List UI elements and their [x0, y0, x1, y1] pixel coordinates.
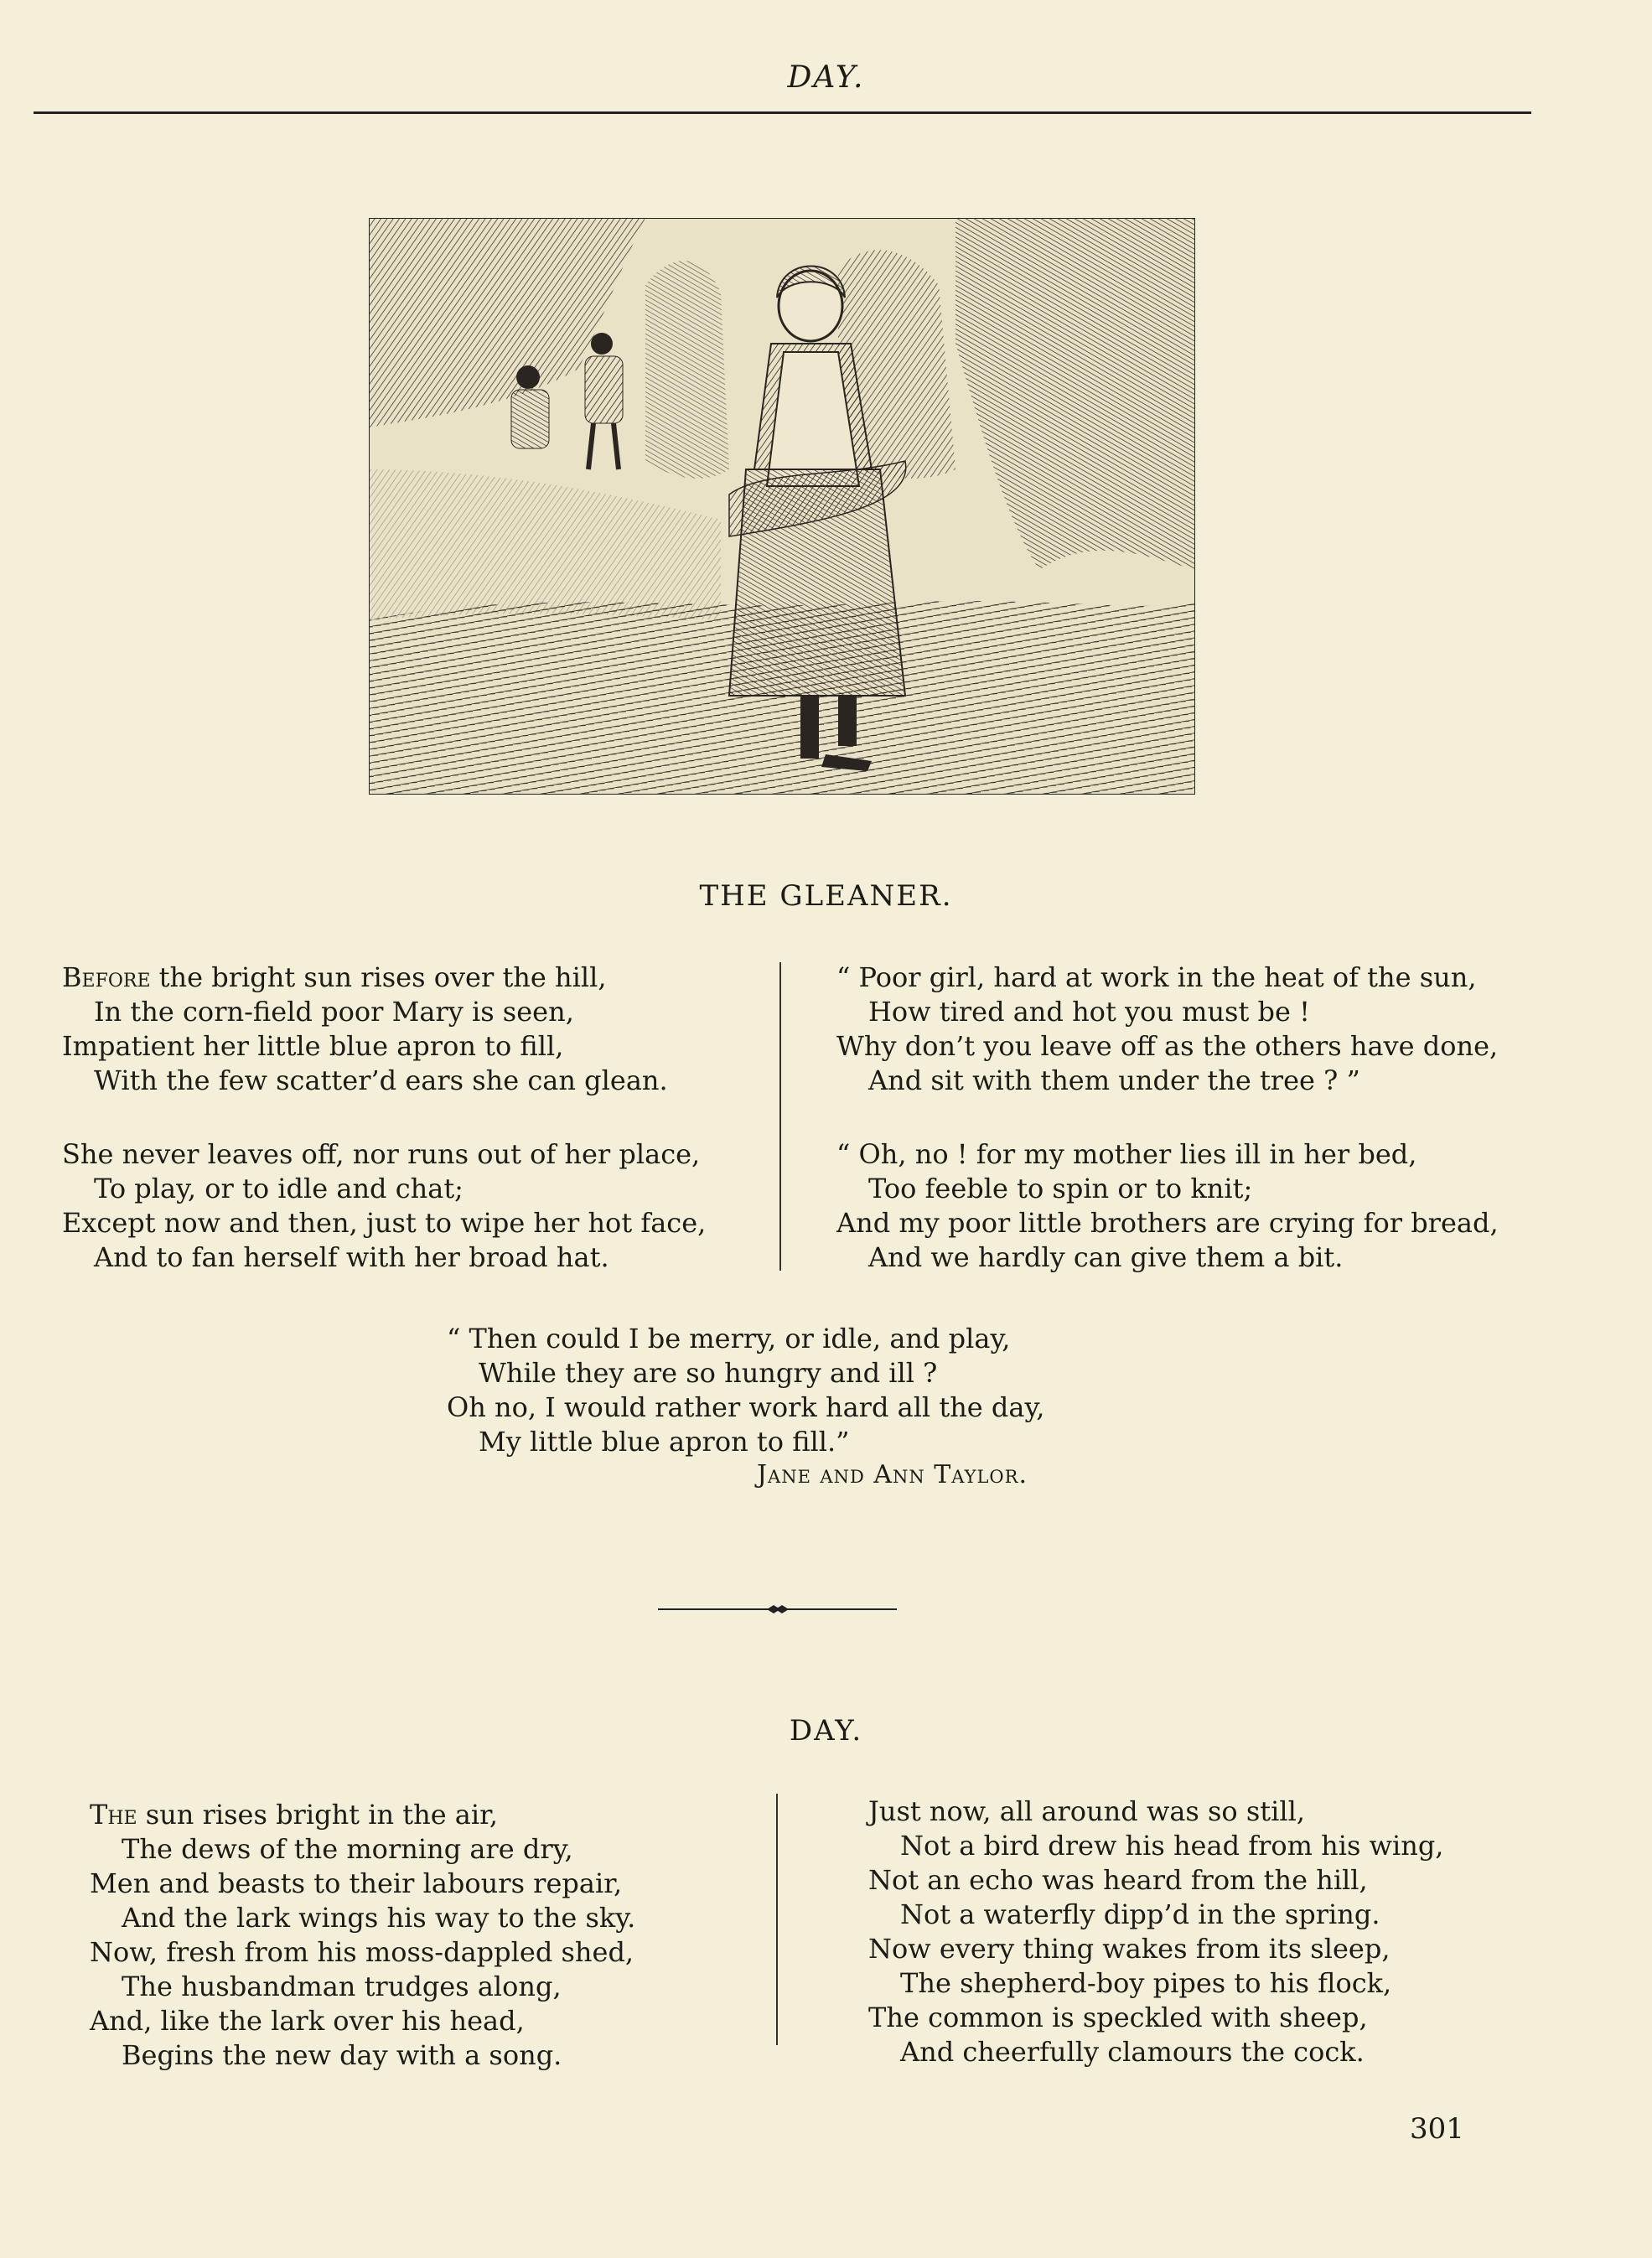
poem-line: Impatient her little blue apron to fill, [62, 1030, 564, 1062]
poem-line: She never leaves off, nor runs out of her place, [62, 1138, 701, 1170]
ornament-divider-icon [658, 1603, 897, 1615]
poem-line: And cheerfully clamours the cock. [900, 2036, 1365, 2068]
poem-line: “ Then could I be merry, or idle, and play, [447, 1323, 1011, 1354]
poem-line: Not a bird drew his head from his wing, [900, 1830, 1444, 1862]
poem-line: The dews of the morning are dry, [122, 1833, 573, 1865]
poem-line: And sit with them under the tree ? ” [868, 1064, 1360, 1096]
gleaner-left-stanza-1 [62, 961, 668, 1098]
poem-line: The common is speckled with sheep, [868, 2002, 1368, 2033]
poem-line: And, like the lark over his head, [90, 2005, 525, 2037]
day-left-stanza [90, 1798, 635, 2073]
poem-line: Now every thing wakes from its sleep, [868, 1933, 1390, 1965]
poem-line: Too feeble to spin or to knit; [868, 1173, 1253, 1204]
poem-line: The husbandman trudges along, [122, 1971, 562, 2002]
poem-line: And to fan herself with her broad hat. [94, 1241, 609, 1273]
gleaner-left-stanza-2 [62, 1137, 706, 1275]
poem-line: “ Oh, no ! for my mother lies ill in her bed, [836, 1138, 1417, 1170]
poem-line: Begins the new day with a song. [122, 2039, 562, 2071]
poem-line: My little blue apron to fill.” [479, 1426, 850, 1458]
poem-line: And my poor little brothers are crying for bread, [836, 1207, 1499, 1239]
poem-line: Except now and then, just to wipe her hot face, [62, 1207, 707, 1239]
poem-line: Now, fresh from his moss-dappled shed, [90, 1936, 634, 1968]
gleaner-right-stanza-2 [836, 1137, 1499, 1275]
column-divider [776, 1794, 778, 2045]
header-rule [34, 111, 1531, 114]
poem-line: In the corn-field poor Mary is seen, [94, 996, 574, 1028]
poem-line: Before the bright sun rises over the hill, [62, 961, 607, 993]
poem-line: Not a waterfly dipp’d in the spring. [900, 1898, 1380, 1930]
poem-line: Why don’t you leave off as the others have done, [836, 1030, 1499, 1062]
poem-line: Men and beasts to their labours repair, [90, 1867, 623, 1899]
running-head: DAY. [787, 60, 865, 95]
gleaner-final-stanza [447, 1322, 1044, 1459]
attribution: Jane and Ann Taylor. [757, 1460, 1028, 1489]
poem-line: The shepherd-boy pipes to his flock, [900, 1967, 1392, 1999]
poem-line: How tired and hot you must be ! [868, 996, 1310, 1028]
day-right-stanza [868, 1794, 1443, 2069]
poem-line: While they are so hungry and ill ? [479, 1357, 938, 1389]
page-number: 301 [1410, 2112, 1464, 2146]
poem-line: The sun rises bright in the air, [90, 1799, 499, 1831]
gleaner-engraving-icon [369, 218, 1195, 795]
poem-line: With the few scatter’d ears she can glean. [94, 1064, 668, 1096]
poem-line: Oh no, I would rather work hard all the day, [447, 1391, 1045, 1423]
poem-line: “ Poor girl, hard at work in the heat of the sun, [836, 961, 1477, 993]
column-divider [779, 962, 781, 1271]
day-title: DAY. [789, 1714, 863, 1748]
gleaner-right-stanza-1 [836, 961, 1498, 1098]
poem-line: Not an echo was heard from the hill, [868, 1864, 1368, 1896]
poem-line: To play, or to idle and chat; [94, 1173, 463, 1204]
gleaner-title: THE GLEANER. [699, 879, 953, 913]
poem-line: And we hardly can give them a bit. [868, 1241, 1344, 1273]
poem-line: And the lark wings his way to the sky. [122, 1902, 636, 1934]
poem-line: Just now, all around was so still, [868, 1795, 1306, 1827]
